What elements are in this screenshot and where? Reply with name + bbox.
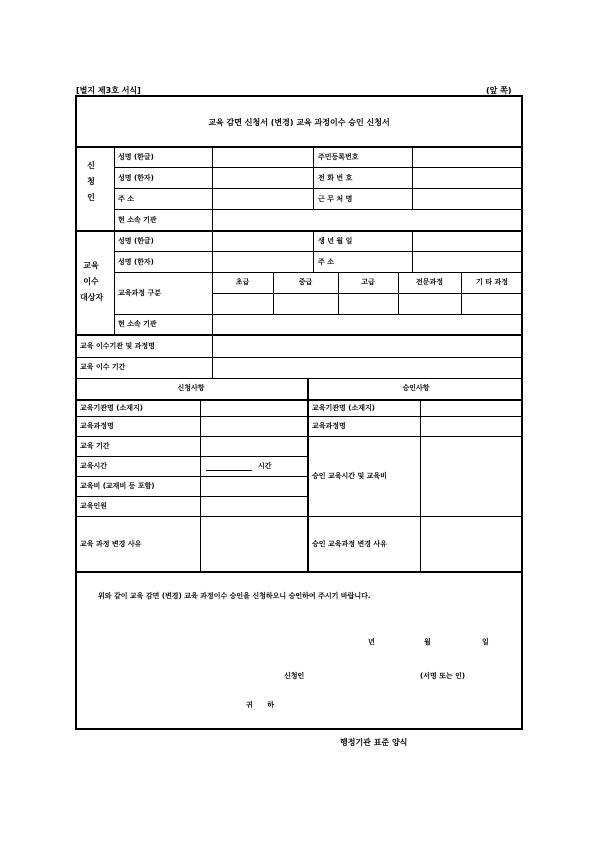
d-right-row3-label: 승인 교육시간 및 교육비 bbox=[312, 472, 387, 480]
course-header-beginner: 초급 bbox=[235, 278, 250, 286]
d-left-row3-label: 교육 기간 bbox=[80, 442, 110, 450]
a-row2-left-label: 성명 (한자) bbox=[118, 174, 154, 182]
b-row2-left-label: 성명 (한자) bbox=[118, 258, 154, 266]
course-header-intermediate: 중급 bbox=[298, 278, 313, 286]
d-right-row4-label: 승인 교육과정 변경 사유 bbox=[312, 540, 387, 548]
section-a-side-label: 신 청 인 bbox=[87, 161, 95, 202]
course-header-professional: 전문과정 bbox=[415, 278, 444, 286]
d-left-row5-label: 교육비 (교재비 등 포함) bbox=[80, 482, 155, 490]
date-month-label: 월 bbox=[424, 638, 431, 646]
a-row3-right-label: 근 무 처 명 bbox=[318, 195, 353, 203]
footer-text: 행정기관 표준 양식 bbox=[340, 738, 408, 747]
d-right-header: 승인사항 bbox=[402, 384, 430, 392]
c-row2-label: 교육 이수 기간 bbox=[80, 363, 126, 371]
c-row1-label: 교육 이수기관 및 과정명 bbox=[80, 342, 155, 350]
a-row1-right-label: 주민등록번호 bbox=[318, 153, 359, 161]
applicant-label: 신청인 bbox=[284, 672, 305, 680]
a-row3-left-label: 주 소 bbox=[118, 195, 134, 203]
d-left-row2-label: 교육과정명 bbox=[80, 422, 114, 430]
d-left-header: 신청사항 bbox=[177, 384, 205, 392]
a-row4-left-label: 현 소속 기관 bbox=[118, 216, 157, 224]
a-row1-left-label: 성명 (한글) bbox=[118, 153, 154, 161]
form-number: [별지 제3호 서식] bbox=[76, 86, 141, 95]
page-label: (앞 쪽) bbox=[486, 86, 512, 95]
d-right-row1-label: 교육기관명 (소재지) bbox=[312, 404, 375, 412]
statement-text: 위와 같이 교육 감면 (변경) 교육 과정이수 승인을 신청하오니 승인하여 주시기 바랍니다. bbox=[98, 592, 371, 600]
date-day-label: 일 bbox=[482, 638, 489, 646]
b-row2-right-label: 주 소 bbox=[318, 258, 334, 266]
b-row1-right-label: 생 년 월 일 bbox=[318, 237, 353, 245]
date-year-label: 년 bbox=[368, 638, 375, 646]
b-course-label: 교육과정 구분 bbox=[118, 289, 162, 297]
a-row2-right-label: 전 화 번 호 bbox=[318, 174, 353, 182]
b-row1-left-label: 성명 (한글) bbox=[118, 237, 154, 245]
form-title: 교육 감면 신청서 (변경) 교육 과정이수 승인 신청서 bbox=[208, 118, 390, 127]
addressee-label: 귀 하 bbox=[246, 701, 280, 709]
seal-label: (서명 또는 인) bbox=[420, 672, 466, 680]
d-left-row1-label: 교육기관명 (소재지) bbox=[80, 404, 143, 412]
d-left-row7-label: 교육 과정 변경 사유 bbox=[80, 540, 142, 548]
course-header-other: 기 타 과정 bbox=[476, 278, 508, 286]
b-last-label: 현 소속 기관 bbox=[118, 320, 157, 328]
course-header-advanced: 고급 bbox=[361, 278, 375, 286]
d-right-row2-label: 교육과정명 bbox=[312, 422, 346, 430]
section-b-side-label: 교육 이수 대상자 bbox=[80, 261, 104, 302]
d-left-row4-label: 교육시간 bbox=[80, 462, 108, 470]
d-left-row6-label: 교육인원 bbox=[80, 502, 108, 510]
d-left-row4-value: 시간 bbox=[258, 462, 272, 470]
